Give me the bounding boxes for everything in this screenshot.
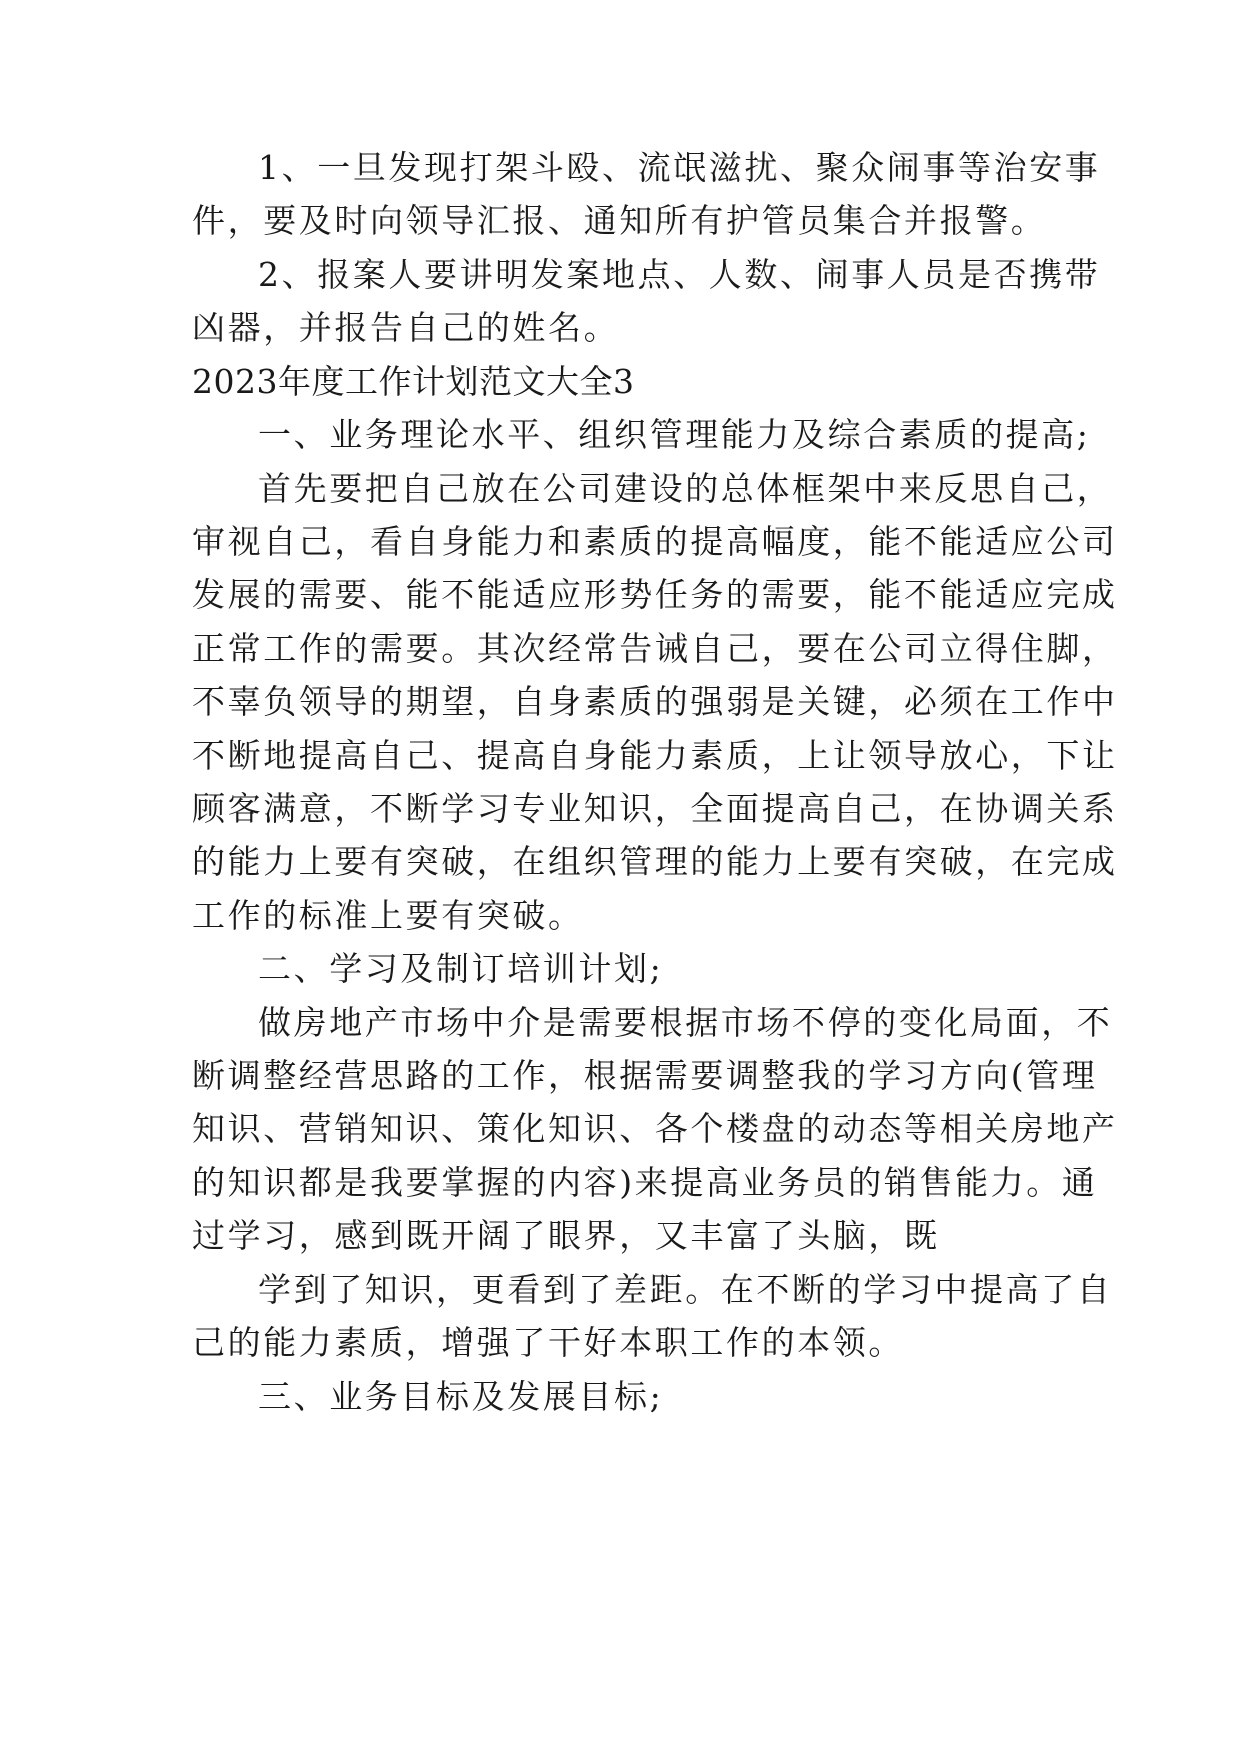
paragraph-line: 学到了知识，更看到了差距。在不断的学习中提高了自 <box>258 1270 1113 1309</box>
paragraph-line: 凶器，并报告自己的姓名。 <box>192 308 620 347</box>
paragraph-line: 的能力上要有突破，在组织管理的能力上要有突破，在完成 <box>192 842 1118 881</box>
paragraph-line: 过学习，感到既开阔了眼界，又丰富了头脑，既 <box>192 1216 940 1255</box>
paragraph-line: 知识、营销知识、策化知识、各个楼盘的动态等相关房地产 <box>192 1109 1118 1148</box>
paragraph-line: 二、学习及制订培训计划; <box>258 949 664 988</box>
paragraph-line: 顾客满意，不断学习专业知识，全面提高自己，在协调关系 <box>192 789 1118 828</box>
paragraph-line: 不断地提高自己、提高自身能力素质，上让领导放心，下让 <box>192 736 1118 775</box>
paragraph-line: 己的能力素质，增强了干好本职工作的本领。 <box>192 1323 904 1362</box>
paragraph-line: 2、报案人要讲明发案地点、人数、闹事人员是否携带 <box>258 255 1101 294</box>
paragraph-line: 发展的需要、能不能适应形势任务的需要，能不能适应完成 <box>192 575 1118 614</box>
paragraph-line: 件，要及时向领导汇报、通知所有护管员集合并报警。 <box>192 201 1047 240</box>
paragraph-line: 断调整经营思路的工作，根据需要调整我的学习方向(管理 <box>192 1056 1098 1095</box>
paragraph-line: 首先要把自己放在公司建设的总体框架中来反思自己， <box>258 469 1113 508</box>
paragraph-line: 正常工作的需要。其次经常告诫自己，要在公司立得住脚， <box>192 629 1118 668</box>
paragraph-line: 三、业务目标及发展目标; <box>258 1377 664 1416</box>
paragraph-line: 的知识都是我要掌握的内容)来提高业务员的销售能力。通 <box>192 1163 1098 1202</box>
paragraph-line: 做房地产市场中介是需要根据市场不停的变化局面，不 <box>258 1003 1113 1042</box>
paragraph-line: 工作的标准上要有突破。 <box>192 896 584 935</box>
paragraph-line: 不辜负领导的期望，自身素质的强弱是关键，必须在工作中 <box>192 682 1118 721</box>
section-heading: 2023年度工作计划范文大全3 <box>192 362 635 401</box>
paragraph-line: 审视自己，看自身能力和素质的提高幅度，能不能适应公司 <box>192 522 1118 561</box>
paragraph-line: 一、业务理论水平、组织管理能力及综合素质的提高; <box>258 415 1091 454</box>
paragraph-line: 1、一旦发现打架斗殴、流氓滋扰、聚众闹事等治安事 <box>258 148 1101 187</box>
